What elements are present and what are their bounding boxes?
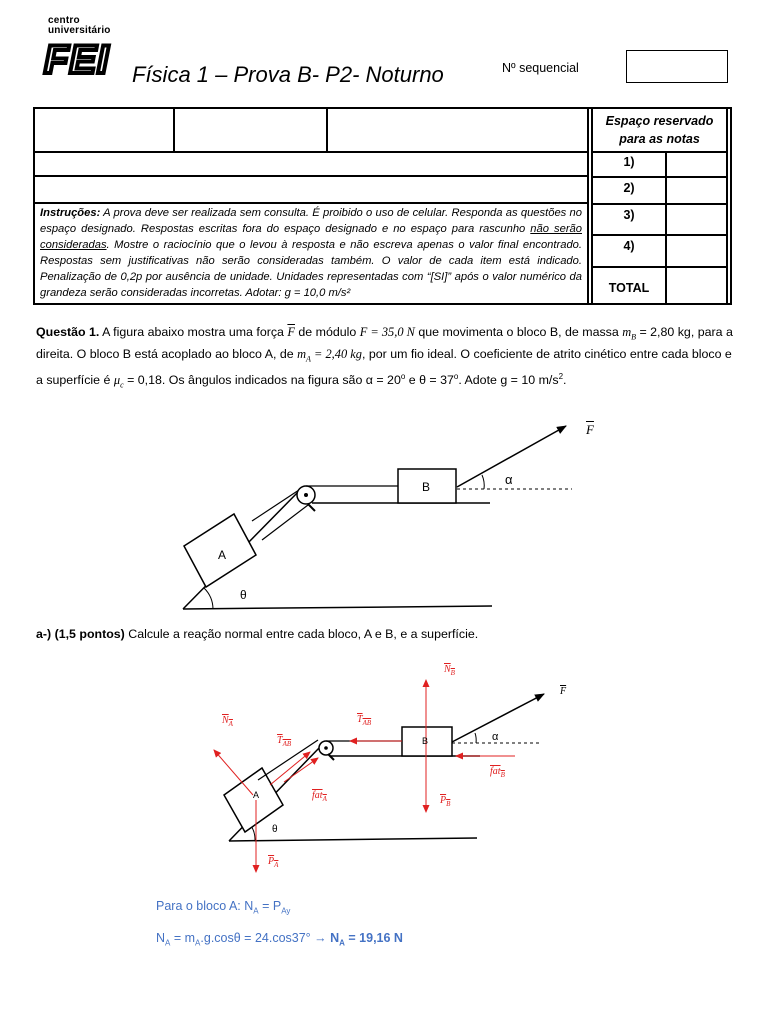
solution-sub: A [253, 906, 259, 916]
mu-value: = 0,18 [123, 373, 162, 388]
q1-text: . [563, 373, 567, 388]
ground-line-2 [229, 838, 477, 841]
block-a-2 [224, 768, 283, 832]
label-fat-b [490, 766, 505, 779]
solution-result: N [330, 931, 340, 945]
mass-b-value: = 2,80 kg [636, 325, 691, 339]
label-pb-sub: B [446, 800, 451, 808]
alpha-arc [482, 475, 484, 489]
solution-text: N [156, 931, 166, 945]
alpha-arc-2 [475, 733, 476, 743]
friction-a-vector [284, 758, 318, 782]
label-na-sub: A [228, 720, 233, 728]
part-a-text: Calcule a reação normal entre cada bloco, A e B, e a superfície. [124, 627, 479, 641]
solution-text: = P [258, 899, 282, 913]
pulley-2-support [328, 754, 334, 760]
fig2-block-a-label: A [253, 790, 260, 800]
solution-text: Para o bloco A: N [156, 899, 254, 913]
mu-sub: c [120, 380, 124, 390]
label-tab-b-sub: AB [362, 719, 372, 727]
fig2-theta-label: θ [272, 824, 278, 835]
mass-b-sub: B [631, 332, 637, 342]
page-title: Física 1 – Prova B- P2- Noturno [132, 62, 444, 87]
logo-caption-line-1: centro [48, 15, 80, 26]
note-row-1: 1) [623, 155, 635, 169]
solution-result-value: = 19,16 N [344, 931, 403, 945]
label-tab-b-main: T [357, 714, 363, 725]
force-equation: F = 35,0 N [359, 325, 415, 339]
part-a-label: a-) (1,5 pontos) [36, 627, 125, 641]
pulley-2-axis [324, 746, 328, 750]
fig1-block-a-label: A [218, 548, 227, 562]
q1-text: e θ = 37 [405, 373, 454, 388]
force-symbol: $\overline{F}$ [287, 325, 295, 339]
label-pb [440, 795, 450, 808]
label-fat-a [312, 790, 327, 803]
label-fat-b-main: fat [490, 766, 501, 777]
fig2-block-b-label: B [422, 736, 429, 746]
sequence-number-label: Nº sequencial [502, 61, 579, 75]
q1-text: . Os ângulos indicados na figura são α = 20 [161, 373, 401, 388]
mu-symbol: μ [113, 373, 121, 388]
instructions-underlined: não serão consideradas [40, 223, 582, 252]
label-pa [268, 856, 278, 869]
square-mark: 2 [558, 372, 564, 382]
q1-text: A figura abaixo mostra uma força [99, 325, 288, 339]
figure-1 [183, 426, 572, 609]
note-row-3: 3) [623, 208, 635, 222]
part-a [36, 627, 736, 641]
label-fat-a-sub: A [322, 795, 327, 803]
q1-text: , para a direita. O bloco B está acoplado ao bloco A, de [36, 325, 733, 362]
mass-a-sub: A [306, 354, 311, 364]
degree-mark: o [400, 372, 406, 382]
ground-line [183, 606, 492, 609]
solution-sub: A [165, 938, 171, 948]
solution-result-sub: A [339, 938, 345, 948]
label-tab-b [357, 714, 371, 727]
question-1-label: Questão 1. [36, 325, 100, 339]
mass-a-value: = 2,40 kg [310, 347, 362, 362]
label-tab-a-sub: AB [282, 740, 292, 748]
logo-caption-line-2: universitário [48, 25, 111, 36]
fig1-f-label: $\overline{F}$ [586, 422, 594, 437]
label-na-main: N [222, 715, 229, 726]
mass-b-symbol: m [622, 325, 632, 339]
label-nb-main: N [444, 664, 451, 675]
label-pa-main: P [268, 856, 275, 867]
instructions-label: Instruções: [40, 207, 101, 219]
label-tab-a [277, 735, 291, 748]
fig1-block-b-label: B [422, 480, 431, 494]
pulley-axis [304, 493, 308, 497]
note-row-total: TOTAL [608, 281, 650, 295]
q1-text: , por um fio ideal. O coeficiente de atrito cinético entre cada bloco e a superfície é [36, 347, 732, 388]
fig2-alpha-label: α [492, 731, 499, 743]
fig1-theta-label: θ [240, 588, 247, 602]
q1-text: . Adote g = 10 m/s [458, 373, 559, 388]
instructions-text-1: A prova deve ser realizada sem consulta. É proibido o uso de celular. Responda as questões no espaço designado. Respostas escritas fora do espaço designado e no espaço para rascunho [40, 207, 582, 236]
fei-logo: FEI [44, 38, 110, 82]
instructions-text-2: . Mostre o raciocínio que o levou à resposta e não escreva apenas o valor final encontrado. Respostas sem justificativas não serão consideradas também. O valor de cada item está indicado. Penalização de 0,2p por ausência de unidade. Unidades representadas com “[SI]” após o valor numérico da grandeza serão consideradas incorretas. Adotar: g = 10,0 m/s² [40, 239, 582, 300]
label-nb [444, 664, 455, 677]
label-na [222, 715, 233, 728]
q1-text: que movimenta o bloco B, de massa [414, 325, 623, 339]
degree-mark: o [453, 372, 459, 382]
solution-line-1 [156, 899, 290, 916]
solution-line-2 [156, 931, 403, 948]
notes-heading-line-2: para as notas [619, 132, 700, 146]
solution-text: .g.cosθ = 24.cos37° → [200, 931, 331, 945]
solution-text: = m [170, 931, 196, 945]
note-row-2: 2) [623, 181, 635, 195]
label-tab-a-main: T [277, 735, 283, 746]
note-row-4: 4) [623, 239, 635, 253]
theta-arc [204, 588, 213, 609]
mass-a-symbol: m [297, 347, 307, 362]
label-fat-a-main: fat [312, 790, 323, 801]
pulley-support [308, 504, 315, 511]
fig1-alpha-label: α [505, 472, 513, 487]
q1-text: de módulo [294, 325, 360, 339]
solution-sub: Ay [281, 906, 291, 916]
fig2-f-label: $\overline{F}$ [560, 686, 567, 697]
label-fat-b-sub: B [500, 771, 505, 779]
label-pb-main: P [440, 795, 447, 806]
label-nb-sub: B [450, 669, 455, 677]
solution-sub: A [195, 938, 201, 948]
label-pa-sub: A [274, 861, 279, 869]
rope-a [252, 488, 302, 521]
notes-heading-line-1: Espaço reservado [605, 114, 714, 128]
